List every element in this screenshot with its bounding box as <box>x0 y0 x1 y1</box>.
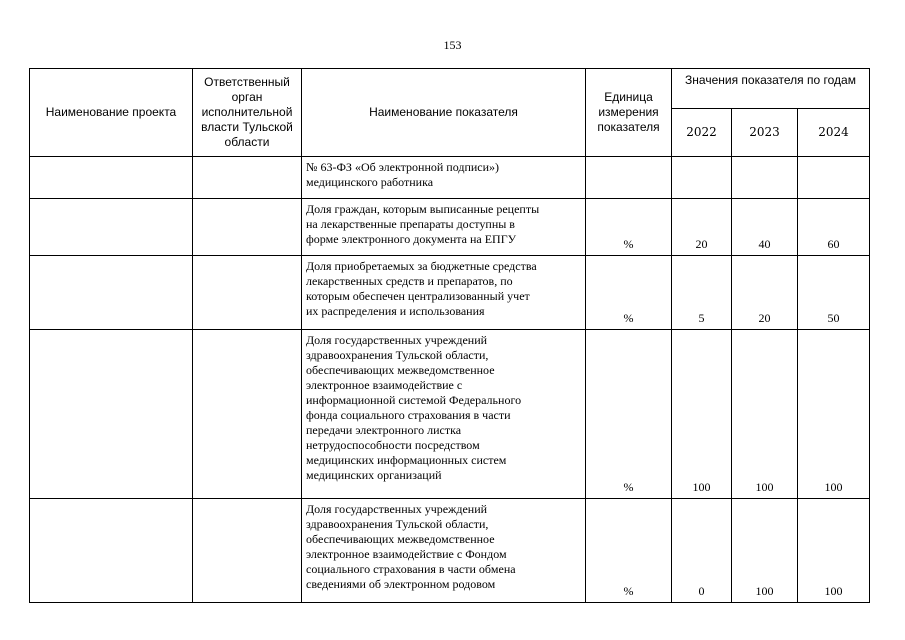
indicator-line: фонда социального страхования в части <box>306 408 511 422</box>
indicator-line: Доля граждан, которым выписанные рецепты <box>306 202 540 216</box>
indicator-line: лекарственных средств и препаратов, по <box>306 274 513 288</box>
value-2023-cell: 100 <box>732 330 798 499</box>
value-2024-cell: 100 <box>798 499 870 603</box>
indicator-cell <box>302 499 586 603</box>
project-cell <box>30 256 193 330</box>
unit-cell: % <box>586 199 672 256</box>
table-row <box>30 499 870 603</box>
header-year-2023: 2023 <box>732 109 798 157</box>
project-cell <box>30 330 193 499</box>
indicator-cell <box>302 330 586 499</box>
table-row <box>30 330 870 499</box>
value-2022-cell: 100 <box>672 330 732 499</box>
indicator-cell <box>302 199 586 256</box>
unit-cell: % <box>586 499 672 603</box>
value-2023-cell: 40 <box>732 199 798 256</box>
value-2024-cell <box>798 157 870 199</box>
header-responsible: Ответственный орган исполнительной власти Тульской области <box>193 69 302 157</box>
value-2024-cell: 50 <box>798 256 870 330</box>
header-indicator-name: Наименование показателя <box>302 69 586 157</box>
indicator-line: социального страхования в части обмена <box>306 562 516 576</box>
header-unit: Единица измерения показателя <box>586 69 672 157</box>
indicator-line: № 63-ФЗ «Об электронной подписи») <box>306 160 500 174</box>
table-row <box>30 157 870 199</box>
indicator-line: Доля приобретаемых за бюджетные средства <box>306 259 537 273</box>
value-2022-cell <box>672 157 732 199</box>
value-2023-cell: 20 <box>732 256 798 330</box>
header-project-name: Наименование проекта <box>30 69 193 157</box>
indicator-line: на лекарственные препараты доступны в <box>306 217 515 231</box>
indicator-line: сведениями об электронном родовом <box>306 577 496 591</box>
project-cell <box>30 199 193 256</box>
indicator-line: передачи электронного листка <box>306 423 462 437</box>
unit-cell: % <box>586 330 672 499</box>
value-2023-cell <box>732 157 798 199</box>
value-2022-cell: 20 <box>672 199 732 256</box>
responsible-cell <box>193 256 302 330</box>
project-cell <box>30 499 193 603</box>
table-row <box>30 199 870 256</box>
indicator-line: которым обеспечен централизованный учет <box>306 289 530 303</box>
indicator-cell <box>302 256 586 330</box>
responsible-cell <box>193 157 302 199</box>
indicator-line: электронное взаимодействие с <box>306 378 463 392</box>
indicators-table <box>29 68 870 603</box>
indicator-line: их распределения и использования <box>306 304 485 318</box>
value-2022-cell: 5 <box>672 256 732 330</box>
indicator-line: здравоохранения Тульской области, <box>306 348 489 362</box>
table-row <box>30 256 870 330</box>
indicator-line: электронное взаимодействие с Фондом <box>306 547 507 561</box>
unit-cell <box>586 157 672 199</box>
project-cell <box>30 157 193 199</box>
indicator-line: Доля государственных учреждений <box>306 333 488 347</box>
responsible-cell <box>193 499 302 603</box>
indicator-line: нетрудоспособности посредством <box>306 438 480 452</box>
responsible-cell <box>193 330 302 499</box>
page-number: 153 <box>443 38 462 52</box>
indicator-cell <box>302 157 586 199</box>
indicator-line: обеспечивающих межведомственное <box>306 532 495 546</box>
unit-cell: % <box>586 256 672 330</box>
value-2023-cell: 100 <box>732 499 798 603</box>
value-2024-cell: 60 <box>798 199 870 256</box>
value-2022-cell: 0 <box>672 499 732 603</box>
responsible-cell <box>193 199 302 256</box>
header-year-2024: 2024 <box>798 109 870 157</box>
header-values-by-year: Значения показателя по годам <box>672 69 870 109</box>
value-2024-cell: 100 <box>798 330 870 499</box>
indicator-line: здравоохранения Тульской области, <box>306 517 489 531</box>
header-year-2022: 2022 <box>672 109 732 157</box>
indicator-line: медицинского работника <box>306 175 434 189</box>
indicator-line: информационной системой Федерального <box>306 393 522 407</box>
indicator-line: обеспечивающих межведомственное <box>306 363 495 377</box>
indicator-line: Доля государственных учреждений <box>306 502 488 516</box>
indicator-line: медицинских информационных систем <box>306 453 507 467</box>
indicator-line: медицинских организаций <box>306 468 442 482</box>
indicator-line: форме электронного документа на ЕПГУ <box>306 232 517 246</box>
